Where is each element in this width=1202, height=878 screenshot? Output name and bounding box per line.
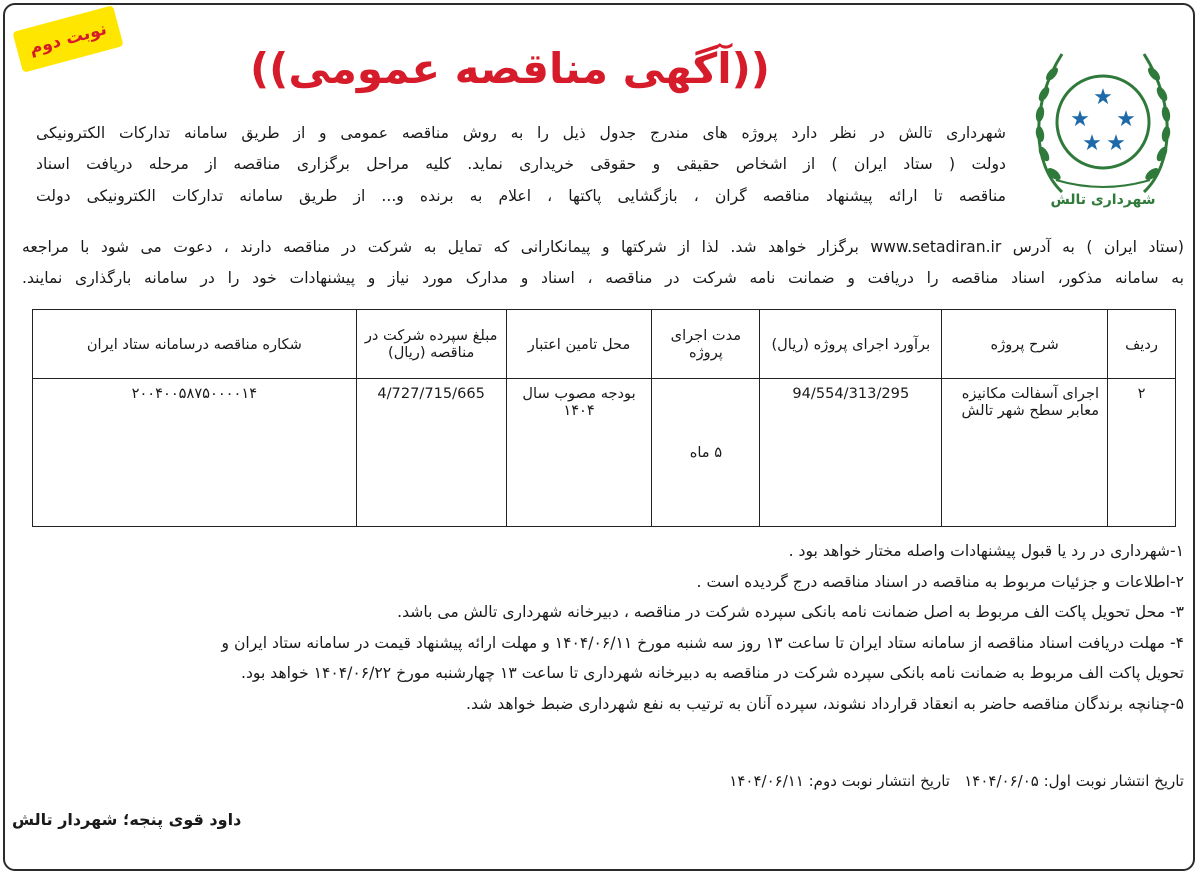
cell-funding: بودجه مصوب سال ۱۴۰۴: [506, 379, 652, 527]
svg-text:★: ★: [1070, 107, 1090, 132]
condition-item: تحویل پاکت الف مربوط به ضمانت نامه بانکی سپرده شرکت در مناقصه به دبیرخانه شهرداری تا ساعت ۱۳ چهارشنبه مورخ ۱۴۰۴/۰۶/۲۲ خواهد بود.: [241, 664, 1184, 682]
condition-item: ۴- مهلت دریافت اسناد مناقصه از سامانه ستاد ایران تا ساعت ۱۳ روز سه شنبه مورخ ۱۴۰۴/۰۶/۱۱ و مهلت ارائه پیشنهاد قیمت در سامانه ستاد ایران و: [221, 633, 1184, 652]
cell-estimate: 94/554/313/295: [760, 379, 942, 527]
logo-caption: شهرداری تالش: [1050, 192, 1156, 208]
svg-text:★: ★: [1093, 85, 1113, 110]
second-publication-date: تاریخ انتشار نوبت دوم: ۱۴۰۴/۰۶/۱۱: [729, 772, 950, 790]
notice-conditions: [22, 536, 1184, 719]
svg-text:★: ★: [1116, 107, 1136, 132]
cell-tender-number: ۲۰۰۴۰۰۵۸۷۵۰۰۰۰۱۴: [33, 379, 357, 527]
notice-intro: [36, 118, 1006, 212]
header-description: شرح پروژه: [942, 310, 1108, 379]
condition-item: ۵-چنانچه برندگان مناقصه حاضر به انعقاد قرارداد نشوند، سپرده آنان به ترتیب به نفع شهرداری ضبط خواهد شد.: [466, 694, 1184, 713]
first-publication-date: تاریخ انتشار نوبت اول: ۱۴۰۴/۰۶/۰۵: [964, 772, 1184, 790]
notice-intro-continued: [22, 232, 1184, 296]
header-row-no: ردیف: [1108, 310, 1176, 379]
condition-item: ۱-شهرداری در رد یا قبول پیشنهادات واصله مختار خواهد بود .: [788, 542, 1184, 560]
second-publication-badge: نوبت دوم: [12, 5, 123, 72]
header-deposit: مبلغ سپرده شرکت در مناقصه (ریال): [356, 310, 506, 379]
intro-line: شهرداری تالش در نظر دارد پروژه های مندرج جدول ذیل را به روش مناقصه عمومی و از طریق سامانه تدارکات الکترونیکی: [36, 124, 1006, 142]
svg-text:★: ★: [1106, 131, 1126, 156]
municipality-logo: [1022, 14, 1184, 210]
intro-line: دولت ( ستاد ایران ) از اشخاص حقیقی و حقوقی خریداری نماید. کلیه مراحل برگزاری مناقصه از مرحله دریافت اسناد: [36, 155, 1006, 174]
publication-dates: [22, 769, 1184, 793]
intro-line: مناقصه تا ارائه پیشنهاد مناقصه گران ، بازگشایی پاکتها ، اعلام به برنده و... از طریق سامانه تدارکات الکترونیکی دولت: [36, 186, 1006, 205]
header-funding: محل تامین اعتبار: [506, 310, 652, 379]
intro-line: به سامانه مذکور، اسناد مناقصه را دریافت و ضمانت نامه شرکت در مناقصه ، اسناد و مدارک مورد نیاز و پیشنهادات خود را در سامانه بارگذاری نمایند.: [22, 269, 1184, 288]
intro-line: (ستاد ایران ) به آدرس www.setadiran.ir برگزار خواهد شد. لذا از شرکتها و پیمانکارانی که تمایل به شرکت در مناقصه دارند ، دعوت می شود با مراجعه: [22, 238, 1185, 256]
condition-item: ۳- محل تحویل پاکت الف مربوط به اصل ضمانت نامه بانکی سپرده شرکت در مناقصه ، دبیرخانه شهرداری تالش می باشد.: [397, 603, 1184, 621]
cell-deposit: 4/727/715/665: [356, 379, 506, 527]
header-duration: مدت اجرای پروژه: [652, 310, 760, 379]
table-header-row: [33, 310, 1176, 379]
cell-description: اجرای آسفالت مکانیزه معابر سطح شهر تالش: [942, 379, 1108, 527]
notice-title: ((آگهی مناقصه عمومی)): [249, 44, 771, 93]
tender-table: [32, 309, 1176, 527]
header-tender-number: شکاره مناقصه درسامانه ستاد ایران: [33, 310, 357, 379]
cell-duration: ۵ ماه: [652, 379, 760, 527]
mayor-signature: داود قوی پنجه؛ شهردار تالش: [12, 810, 242, 829]
cell-row-no: ۲: [1108, 379, 1176, 527]
header-estimate: برآورد اجرای پروژه (ریال): [760, 310, 942, 379]
condition-item: ۲-اطلاعات و جزئیات مربوط به مناقصه در اسناد مناقصه درج گردیده است .: [696, 572, 1184, 591]
svg-text:★: ★: [1082, 131, 1102, 156]
table-row: [33, 379, 1176, 527]
